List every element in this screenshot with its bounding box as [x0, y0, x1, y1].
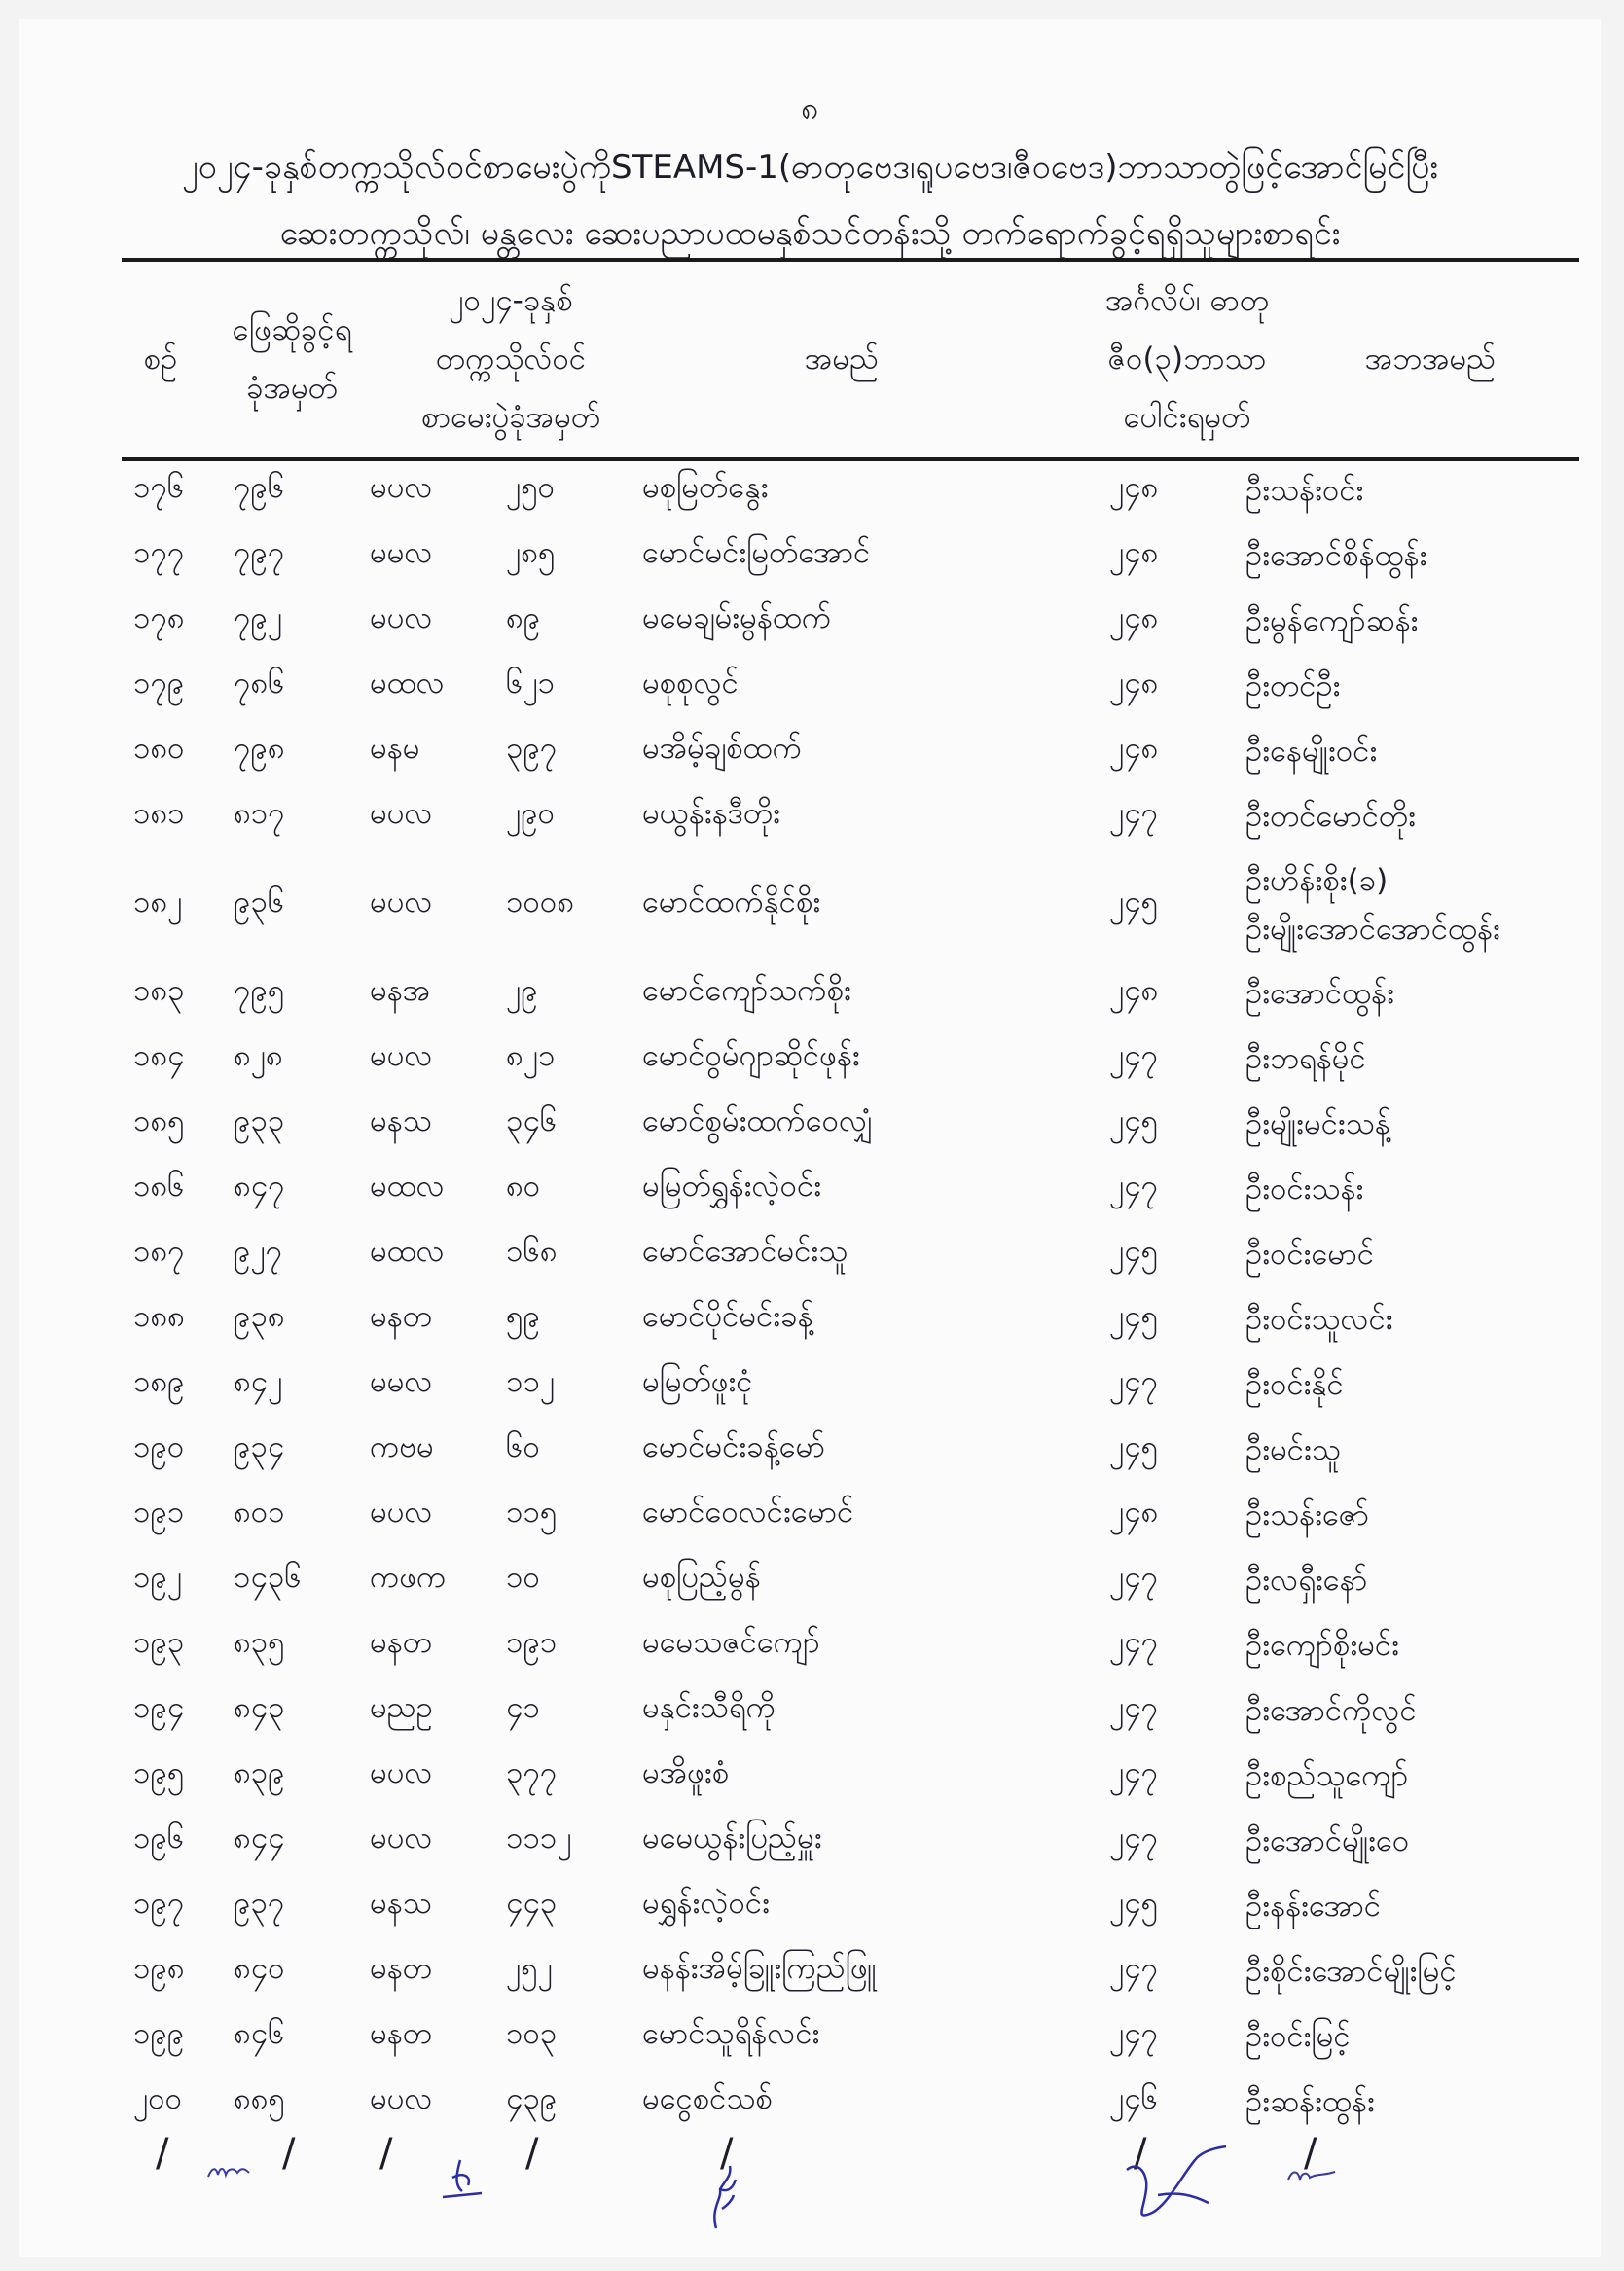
- tick-mark: /: [525, 2131, 539, 2176]
- matric-code-cell: မနတ: [370, 1298, 432, 1334]
- serial-cell: ၁၉၂: [133, 1559, 183, 1595]
- matric-code-cell: မထလ: [370, 665, 445, 701]
- matric-code-cell: မပလ: [370, 1037, 433, 1073]
- exam-roll-cell: ၈၂၈: [234, 1037, 283, 1073]
- table-row: [122, 1677, 1579, 1743]
- student-name-cell: မောင်မင်းမြတ်အောင်: [642, 534, 871, 570]
- matric-number-cell: ၃၄၆: [506, 1102, 558, 1138]
- matric-code-cell: မနသ: [370, 1885, 432, 1921]
- serial-cell: ၁၈၉: [133, 1363, 185, 1399]
- serial-cell: ၁၉၇: [133, 1885, 185, 1921]
- student-name-cell: မအိဖူးစံ: [642, 1754, 730, 1790]
- exam-roll-cell: ၇၉၅: [234, 972, 285, 1008]
- matric-number-cell: ၁၉၁: [506, 1624, 558, 1660]
- table-row: [122, 2003, 1579, 2069]
- initials-signature: [433, 2150, 491, 2209]
- header-score: အင်္ဂလိပ်၊ ဓာတု ဇီဝ(၃)ဘာသာ ပေါင်းရမှတ်: [1104, 283, 1270, 435]
- exam-roll-cell: ၇၉၈: [234, 730, 285, 766]
- father-name-cell: ဦးစည်သူကျော်: [1245, 1757, 1409, 1793]
- student-name-cell: မမြတ်ဖူးငုံ: [642, 1363, 753, 1399]
- serial-cell: ၁၈၄: [133, 1037, 185, 1073]
- tick-mark: /: [282, 2131, 296, 2176]
- father-name-cell: ဦးဝင်းမြင့်: [1245, 2018, 1351, 2054]
- father-name-cell: ဦးသန်းဝင်း: [1245, 472, 1364, 508]
- exam-roll-cell: ၁၄၃၆: [234, 1559, 302, 1595]
- matric-number-cell: ၈၂၁: [506, 1037, 556, 1073]
- matric-number-cell: ၅၉: [506, 1298, 540, 1334]
- score-cell: ၂၄၇: [1109, 1037, 1159, 1073]
- serial-cell: ၁၇၉: [133, 665, 185, 701]
- student-name-cell: မောင်ထက်နိုင်စိုး: [642, 883, 821, 919]
- father-name-cell: ဦးတင်မောင်တိုး: [1245, 798, 1416, 834]
- initials-signature: [1100, 2131, 1236, 2233]
- matric-code-cell: မနအ: [370, 972, 431, 1008]
- serial-cell: ၁၉၈: [133, 1950, 185, 1986]
- matric-code-cell: မပလ: [370, 1494, 433, 1530]
- father-name-line: ဦးဟိန်းစိုး(ခ): [1245, 862, 1389, 898]
- matric-number-cell: ၂၈၅: [506, 534, 556, 570]
- matric-code-cell: မနသ: [370, 1102, 432, 1138]
- exam-roll-cell: ၈၀၁: [234, 1494, 285, 1530]
- exam-roll-cell: ၈၄၇: [234, 1168, 285, 1204]
- serial-cell: ၁၉၃: [133, 1624, 185, 1660]
- table-row: [122, 1482, 1579, 1547]
- table-header: [122, 262, 1579, 456]
- father-name-cell: ဦးဝင်းသူလင်း: [1245, 1301, 1393, 1337]
- student-name-cell: မရွှန်းလဲ့ဝင်း: [642, 1885, 770, 1921]
- matric-number-cell: ၈၉: [506, 599, 541, 635]
- student-name-cell: မစုစုလွင်: [642, 665, 739, 701]
- tick-mark: /: [156, 2131, 169, 2176]
- matric-number-cell: ၁၀၀၈: [506, 883, 575, 919]
- matric-number-cell: ၄၃၉: [506, 2080, 558, 2116]
- matric-code-cell: မနတ: [370, 1950, 432, 1986]
- father-name-cell: ဦးဝင်းသန်း: [1245, 1171, 1364, 1207]
- results-table: [122, 457, 1579, 2134]
- father-name-cell: ဦးအောင်ကိုလွင်: [1245, 1692, 1417, 1728]
- table-row: [122, 1352, 1579, 1417]
- student-name-cell: မောင်ဝေလင်းမောင်: [642, 1494, 854, 1530]
- student-name-cell: မနန်းအိမ့်ခြူးကြည်ဖြူ: [642, 1950, 877, 1986]
- serial-cell: ၁၈၈: [133, 1298, 185, 1334]
- score-cell: ၂၄၅: [1109, 1428, 1159, 1464]
- matric-number-cell: ၁၀၃: [506, 2015, 558, 2051]
- table-row: [122, 1091, 1579, 1156]
- score-cell: ၂၄၇: [1109, 2015, 1159, 2051]
- score-cell: ၂၄၈: [1109, 730, 1159, 766]
- matric-code-cell: ကဖက: [370, 1559, 447, 1595]
- student-name-cell: မောင်စွမ်းထက်ဝေလျှံ: [642, 1102, 874, 1138]
- score-cell: ၂၄၈: [1109, 534, 1159, 570]
- serial-cell: ၂၀၀: [133, 2080, 183, 2116]
- student-name-cell: မောင်သူရိန်လင်း: [642, 2015, 820, 2051]
- matric-code-cell: မထလ: [370, 1168, 445, 1204]
- page-number: ၈: [801, 90, 819, 126]
- exam-roll-cell: ၈၄၆: [234, 2015, 285, 2051]
- score-cell: ၂၄၇: [1109, 1168, 1159, 1204]
- table-row: [122, 1873, 1579, 1938]
- score-cell: ၂၄၆: [1109, 2080, 1159, 2116]
- matric-number-cell: ၁၆၈: [506, 1233, 558, 1269]
- table-row: [122, 523, 1579, 588]
- score-cell: ၂၄၈: [1109, 972, 1159, 1008]
- matric-code-cell: မမလ: [370, 534, 433, 570]
- results-table-body: [122, 457, 1579, 2134]
- title-line-2: ဆေးတက္ကသိုလ်၊ မန္တလေး ဆေးပညာပထမနှစ်သင်တန်းသို့ တက်ရောက်ခွင့်ရရှိသူများစာရင်း: [279, 214, 1341, 253]
- student-name-cell: မမေသဇင်ကျော်: [642, 1624, 820, 1660]
- exam-roll-cell: ၈၁၇: [234, 795, 285, 831]
- student-name-cell: မောင်မင်းခန့်မော်: [642, 1428, 826, 1464]
- table-row: [122, 457, 1579, 523]
- matric-number-cell: ၂၉: [506, 972, 538, 1008]
- table-row: [122, 1417, 1579, 1482]
- score-cell: ၂၄၅: [1109, 1233, 1159, 1269]
- table-row: [122, 1743, 1579, 1808]
- student-name-cell: မအိမ့်ချစ်ထက်: [642, 730, 802, 766]
- student-name-cell: မောင်အောင်မင်းသူ: [642, 1233, 848, 1269]
- matric-number-cell: ၁၁၂: [506, 1363, 556, 1399]
- serial-cell: ၁၈၇: [133, 1233, 185, 1269]
- table-row: [122, 1808, 1579, 1873]
- serial-cell: ၁၈၅: [133, 1102, 185, 1138]
- exam-roll-cell: ၉၃၇: [234, 1885, 285, 1921]
- exam-roll-cell: ၈၈၅: [234, 2080, 285, 2116]
- score-cell: ၂၄၇: [1109, 1624, 1159, 1660]
- father-name-cell: ဦးဘရန်မိုင်: [1245, 1040, 1366, 1076]
- father-name-cell: ဦးသန်းဇော်: [1245, 1496, 1369, 1532]
- tick-mark: /: [379, 2131, 393, 2176]
- father-name-cell: ဦးမွန်ကျော်ဆန်း: [1245, 602, 1419, 638]
- score-cell: ၂၄၅: [1109, 1102, 1159, 1138]
- matric-number-cell: ၂၅၂: [506, 1950, 553, 1986]
- exam-roll-cell: ၇၉၆: [234, 469, 285, 505]
- father-name-cell: ဦးလရှီးနော်: [1245, 1562, 1368, 1598]
- table-row: [122, 2069, 1579, 2134]
- score-cell: ၂၄၅: [1109, 1885, 1159, 1921]
- matric-number-cell: ၁၁၁၂: [506, 1820, 572, 1856]
- matric-code-cell: မပလ: [370, 883, 433, 919]
- student-name-cell: မယွန်းနဒီတိုး: [642, 795, 780, 831]
- tick-mark: /: [1134, 2131, 1147, 2176]
- tick-mark: /: [1304, 2131, 1317, 2176]
- father-name-cell: ဦးဆန်းထွန်း: [1245, 2083, 1375, 2119]
- exam-roll-cell: ၉၃၃: [234, 1102, 285, 1138]
- exam-roll-cell: ၉၃၄: [234, 1428, 285, 1464]
- matric-code-cell: မပလ: [370, 795, 433, 831]
- signature-row: [122, 2131, 1579, 2238]
- table-row: [122, 1221, 1579, 1286]
- father-name-cell: ဦးစိုင်းအောင်မျိုးမြင့်: [1245, 1953, 1457, 1989]
- exam-roll-cell: ၈၄၀: [234, 1950, 285, 1986]
- serial-cell: ၁၈၁: [133, 795, 185, 831]
- matric-number-cell: ၂၉၀: [506, 795, 556, 831]
- table-row: [122, 1547, 1579, 1612]
- matric-code-cell: မပလ: [370, 599, 433, 635]
- student-name-cell: မစုမြတ်နွေး: [642, 469, 769, 505]
- father-name-cell: ဦးမင်းသူ: [1245, 1431, 1341, 1467]
- table-row: [122, 848, 1579, 960]
- father-name-cell: ဦးတင်ဦး: [1245, 667, 1341, 703]
- matric-code-cell: မပလ: [370, 2080, 433, 2116]
- initials-signature: [1284, 2160, 1343, 2189]
- table-row: [122, 1612, 1579, 1677]
- score-cell: ၂၄၈: [1109, 599, 1159, 635]
- father-name-cell: ဦးနန်းအောင်: [1245, 1888, 1382, 1924]
- exam-roll-cell: ၈၃၅: [234, 1624, 285, 1660]
- matric-number-cell: ၂၅၀: [506, 469, 556, 505]
- table-row: [122, 1938, 1579, 2003]
- header-exam-roll: ဖြေဆိုခွင့်ရ ခုံအမှတ်: [232, 312, 352, 406]
- serial-cell: ၁၈၀: [133, 730, 185, 766]
- father-name-cell: ဦးအောင်မျိုးဝေ: [1245, 1822, 1410, 1858]
- score-cell: ၂၄၇: [1109, 795, 1159, 831]
- matric-code-cell: မထလ: [370, 1233, 445, 1269]
- score-cell: ၂၄၅: [1109, 1298, 1159, 1334]
- father-name-cell: ဦးအောင်ထွန်း: [1245, 975, 1394, 1011]
- score-cell: ၂၄၈: [1109, 1494, 1159, 1530]
- matric-code-cell: မနတ: [370, 2015, 432, 2051]
- student-name-cell: မမေယွန်းပြည့်မှူး: [642, 1820, 822, 1856]
- matric-number-cell: ၃၇၇: [506, 1754, 558, 1790]
- tick-mark: /: [720, 2131, 734, 2176]
- father-name-cell: ဦးကျော်စိုးမင်း: [1245, 1627, 1399, 1663]
- matric-number-cell: ၆၂၁: [506, 665, 556, 701]
- header-serial: စဉ်: [143, 342, 178, 377]
- father-name-cell: ဦးဝင်းမောင်: [1245, 1236, 1375, 1272]
- exam-roll-cell: ၇၈၆: [234, 665, 285, 701]
- matric-number-cell: ၈၀: [506, 1168, 541, 1204]
- score-cell: ၂၄၇: [1109, 1559, 1159, 1595]
- matric-code-cell: မပလ: [370, 1754, 433, 1790]
- serial-cell: ၁၇၈: [133, 599, 185, 635]
- score-cell: ၂၄၇: [1109, 1820, 1159, 1856]
- serial-cell: ၁၇၆: [133, 469, 185, 505]
- exam-roll-cell: ၉၃၈: [234, 1298, 285, 1334]
- student-name-cell: မမြတ်ရွှန်းလဲ့ဝင်း: [642, 1168, 822, 1204]
- matric-number-cell: ၁၀: [506, 1559, 540, 1595]
- exam-roll-cell: ၉၃၆: [234, 883, 285, 919]
- score-cell: ၂၄၇: [1109, 1754, 1159, 1790]
- student-name-cell: မောင်ကျော်သက်စိုး: [642, 972, 851, 1008]
- serial-cell: ၁၉၀: [133, 1428, 185, 1464]
- matric-code-cell: ကဗမ: [370, 1428, 434, 1464]
- student-name-cell: မောင်ဝွမ်ဂျာဆိုင်ဖုန်း: [642, 1037, 860, 1073]
- student-name-cell: မောင်ပိုင်မင်းခန့်: [642, 1298, 813, 1334]
- score-cell: ၂၄၈: [1109, 469, 1159, 505]
- matric-code-cell: မနတ: [370, 1624, 432, 1660]
- header-father: အဘအမည်: [1364, 342, 1497, 377]
- table-row: [122, 1026, 1579, 1091]
- student-name-cell: မငွေစင်သစ်: [642, 2080, 773, 2116]
- table-row: [122, 1286, 1579, 1352]
- exam-roll-cell: ၈၄၂: [234, 1363, 283, 1399]
- exam-roll-cell: ၇၉၂: [234, 599, 283, 635]
- student-name-cell: မစုပြည့်မွန်: [642, 1559, 761, 1595]
- title-line-1: ၂၀၂၄-ခုနှစ်တက္ကသိုလ်ဝင်စာမေးပွဲကိုSTEAMS-1(ဓာတုဗေဒ၊ရူပဗေဒ၊ဇီဝဗေဒ)ဘာသာတွဲဖြင့်အောင်မြင်ပြီး: [181, 148, 1439, 187]
- score-cell: ၂၄၇: [1109, 1363, 1159, 1399]
- student-name-cell: မနှင်းသီရိကို: [642, 1689, 776, 1725]
- exam-roll-cell: ၇၉၇: [234, 534, 285, 570]
- matric-code-cell: မမလ: [370, 1363, 433, 1399]
- father-name-cell: ဦးအောင်စိန်ထွန်း: [1245, 537, 1427, 573]
- score-cell: ၂၄၈: [1109, 665, 1159, 701]
- serial-cell: ၁၈၂: [133, 883, 183, 919]
- table-row: [122, 588, 1579, 653]
- score-cell: ၂၄၇: [1109, 1689, 1159, 1725]
- page-title: [136, 134, 1484, 267]
- serial-cell: ၁၉၉: [133, 2015, 185, 2051]
- initials-signature: [204, 2155, 253, 2184]
- matric-number-cell: ၆၀: [506, 1428, 540, 1464]
- exam-roll-cell: ၉၂၇: [234, 1233, 283, 1269]
- matric-code-cell: မပလ: [370, 469, 433, 505]
- table-row: [122, 718, 1579, 783]
- serial-cell: ၁၈၃: [133, 972, 185, 1008]
- exam-roll-cell: ၈၄၃: [234, 1689, 285, 1725]
- father-name-cell: ဦးဝင်းနိုင်: [1245, 1366, 1344, 1402]
- matric-number-cell: ၁၁၅: [506, 1494, 558, 1530]
- father-name-cell: ဦးနေမျိုးဝင်း: [1245, 733, 1378, 769]
- matric-code-cell: မပလ: [370, 1820, 433, 1856]
- table-row: [122, 960, 1579, 1026]
- father-name-cell: [1245, 848, 1579, 960]
- father-name-line: ဦးမျိုးအောင်အောင်ထွန်း: [1245, 911, 1500, 947]
- table-row: [122, 1156, 1579, 1221]
- matric-code-cell: မညဥ: [370, 1689, 433, 1725]
- serial-cell: ၁၈၆: [133, 1168, 185, 1204]
- serial-cell: ၁၉၆: [133, 1820, 185, 1856]
- header-matric-roll: ၂၀၂၄-ခုနှစ် တက္ကသိုလ်ဝင် စာမေးပွဲခုံအမှတ်: [420, 283, 601, 435]
- table-row: [122, 783, 1579, 848]
- serial-cell: ၁၉၄: [133, 1689, 185, 1725]
- serial-cell: ၁၇၇: [133, 534, 185, 570]
- score-cell: ၂၄၅: [1109, 883, 1159, 919]
- matric-number-cell: ၄၁: [506, 1689, 540, 1725]
- matric-code-cell: မနမ: [370, 730, 420, 766]
- serial-cell: ၁၉၅: [133, 1754, 185, 1790]
- father-name-cell: ဦးမျိုးမင်းသန့်: [1245, 1105, 1390, 1141]
- score-cell: ၂၄၇: [1109, 1950, 1159, 1986]
- table-row: [122, 653, 1579, 718]
- matric-number-cell: ၄၄၃: [506, 1885, 558, 1921]
- serial-cell: ၁၉၁: [133, 1494, 185, 1530]
- matric-number-cell: ၃၉၇: [506, 730, 558, 766]
- initials-signature: [701, 2150, 749, 2238]
- student-name-cell: မမေချမ်းမွန်ထက်: [642, 599, 832, 635]
- exam-roll-cell: ၈၃၉: [234, 1754, 285, 1790]
- header-name: အမည်: [804, 342, 880, 377]
- exam-roll-cell: ၈၄၄: [234, 1820, 285, 1856]
